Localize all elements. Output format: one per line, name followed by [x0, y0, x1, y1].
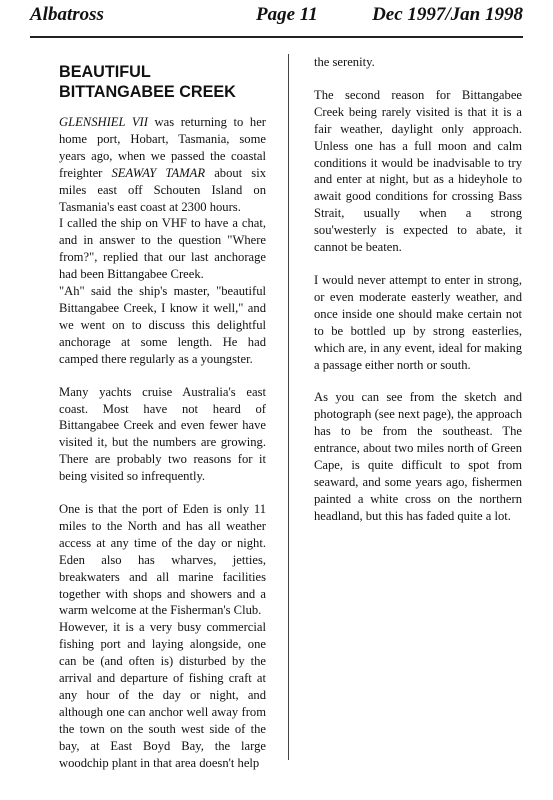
vessel-name: GLENSHIEL VII [59, 115, 148, 129]
paragraph-1-text-b: about six miles east off Schouten Island on Tasmania's east coast at 2300 hours. [59, 165, 266, 214]
issue-date: Dec 1997/Jan 1998 [372, 4, 523, 25]
paragraph-6: However, it is a very busy commercial fishing port and laying alongside, one can be (and often is) disturbed by the arrival and departure of fishing craft at any hour of the day or night, and although one can anchor well away from the town on the south west side of the bay, at East Boyd Bay, the large woodchip plant in that area doesn't help [59, 620, 266, 770]
title-line-1: BEAUTIFUL [59, 63, 151, 81]
page-number: Page 11 [256, 4, 318, 25]
right-column [314, 54, 522, 778]
paragraph-4: Many yachts cruise Australia's east coast. Most have not heard of Bittangabee Creek and even fewer have visited it, but the numbers are growing. There are probably two reasons for it being visited so infrequently. [59, 384, 266, 484]
paragraph-7: The second reason for Bittangabee Creek being rarely visited is that it is a fair weather, daylight only approach. Unless one has a full moon and calm conditions it would be inadvisable to try and enter at night, but as a hideyhole to await good conditions for crossing Bass Strait, usually when a strong sou'westerly is expected to abate, it cannot be beaten. [314, 87, 522, 255]
magazine-name: Albatross [30, 4, 104, 25]
paragraph-5: One is that the port of Eden is only 11 miles to the North and has all weather access at any time of the day or night. Eden also has wharves, jetties, breakwaters and all marine facilities together with shops and showers and a warm welcome at the Fisherman's Club. [59, 502, 266, 618]
paragraph-1-text-a: was returning to her home port, Hobart, Tasmania, some years ago, when we passed the coastal freighter [59, 115, 266, 180]
paragraph-9: As you can see from the sketch and photograph (see next page), the approach has to be from the southeast. The entrance, about two miles north of Green Cape, is quite difficult to spot from seaward, and some years ago, fishermen painted a white cross on the northern headland, but this has faded quite a lot. [314, 390, 522, 523]
page-header [30, 4, 523, 28]
paragraph-2: I called the ship on VHF to have a chat, and in answer to the question "Where from?", replied that our last anchorage had been Bittangabee Creek. [59, 216, 266, 282]
article-title [59, 62, 266, 102]
paragraph-1 [59, 114, 266, 215]
left-column [59, 54, 266, 778]
header-rule [30, 36, 523, 38]
freighter-name: SEAWAY TAMAR [111, 165, 206, 180]
column-divider [288, 54, 289, 760]
paragraph-8: I would never attempt to enter in strong, or even moderate easterly weather, and once inside one should make certain not to be bottled up by strong easterlies, which are, in any event, ideal for making a passage either north or south. [314, 272, 522, 372]
title-line-2: BITTANGABEE CREEK [59, 83, 236, 101]
paragraph-3: "Ah" said the ship's master, "beautiful Bittangabee Creek, I know it well," and we went on to discuss this delightful anchorage at some length. He had camped there regularly as a youngster. [59, 284, 266, 366]
paragraph-6-continued: the serenity. [314, 55, 375, 69]
